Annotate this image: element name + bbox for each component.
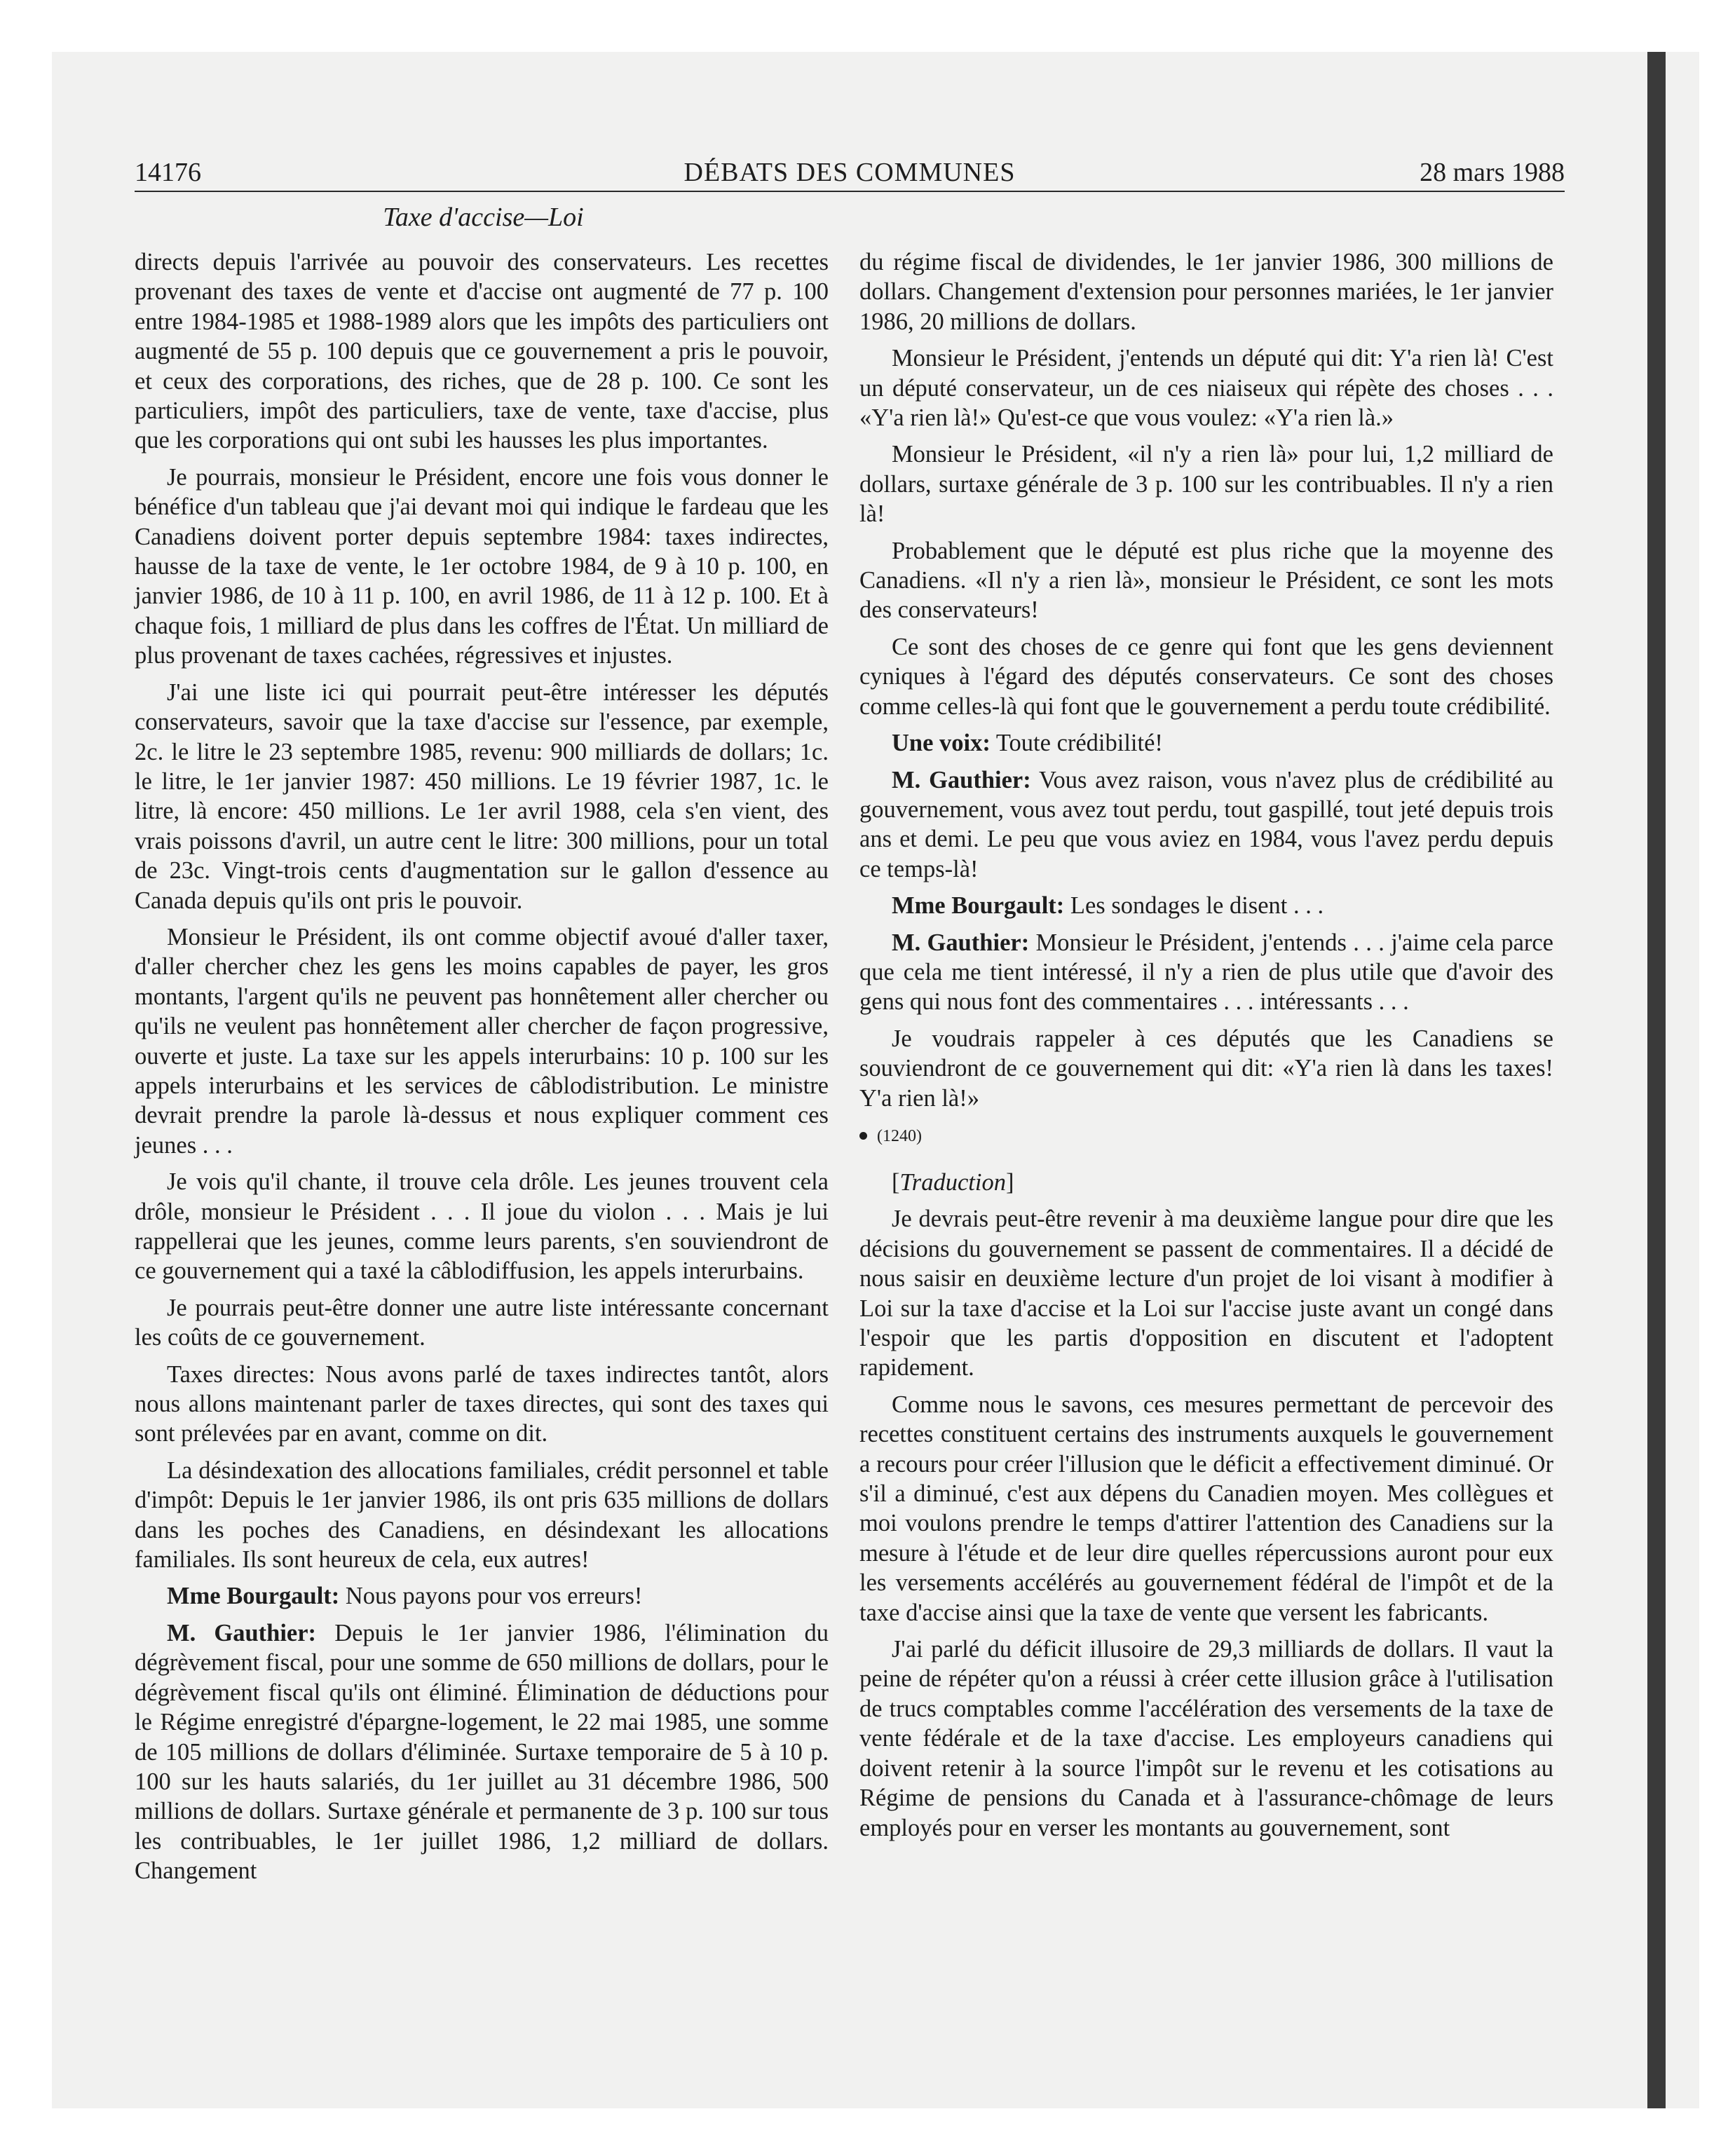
paragraph: Comme nous le savons, ces mesures permettant de percevoir des recettes constituent certains des instruments auxquels le gouvernement a recours pour créer l'illusion que le déficit a effectivement diminué. Or s'il a diminué, c'est aux dépens du Canadien moyen. Mes collègues et moi voulons prendre le temps d'attirer l'attention des Canadiens sur la mesure à l'étude et de leur dire quelles répercussions auront pour eux les versements accélérés au gouvernement fédéral de l'impôt et de la taxe d'accise ainsi que la taxe de vente que versent les fabricants.: [859, 1391, 1553, 1626]
speech-text: Vous avez raison, vous n'avez plus de crédibilité au gouvernement, vous avez tout perdu, tout gaspillé, tout jeté depuis trois ans et demi. Le peu que vous aviez en 1984, vous l'avez perdu depuis ce temps-là!: [859, 766, 1553, 882]
speech-text: Depuis le 1er janvier 1986, l'élimination du dégrèvement fiscal, pour une somme de 650 millions de dollars, pour le dégrèvement fiscal qu'ils ont éliminé. Élimination de déductions pour le Régime enregistré d'épargne-logement, le 22 mai 1985, une somme de 105 millions de dollars d'éliminée. Surtaxe temporaire de 5 à 10 p. 100 sur les hauts salariés, du 1er juillet au 31 décembre 1986, 500 millions de dollars. Surtaxe générale et permanente de 3 p. 100 sur tous les contribuables, le 1er juillet 1986, 1,2 milliard de dollars. Changement: [135, 1619, 829, 1885]
speaker-name: M. Gauthier:: [167, 1619, 317, 1646]
speech: [859, 891, 1553, 920]
translation-note: [Traduction]: [892, 1168, 1014, 1196]
paragraph: Je voudrais rappeler à ces députés que les Canadiens se souviendront de ce gouvernement qui dit: «Y'a rien là dans les taxes! Y'a rien là!»: [859, 1025, 1553, 1112]
speaker-name: Mme Bourgault:: [892, 892, 1065, 920]
speaker-name: Mme Bourgault:: [167, 1583, 340, 1610]
time-marker: [859, 1126, 1553, 1147]
paragraph: Taxes directes: Nous avons parlé de taxes indirectes tantôt, alors nous allons maintenant parler de taxes directes, qui sont des taxes qui sont prélevées par en avant, comme on dit.: [135, 1360, 829, 1447]
speech: [859, 928, 1553, 1017]
left-column: [135, 247, 829, 1893]
translation-label: Traduction: [899, 1168, 1006, 1196]
paragraph: Ce sont des choses de ce genre qui font que les gens deviennent cyniques à l'égard des députés conservateurs. Ce sont des choses comme celles-là qui font que le gouvernement a perdu toute crédibilité.: [859, 633, 1553, 720]
scan-edge-bar: [1647, 52, 1666, 2108]
speech-text: Toute crédibilité!: [990, 730, 1163, 757]
paragraph: Monsieur le Président, «il n'y a rien là» pour lui, 1,2 milliard de dollars, surtaxe générale de 3 p. 100 sur les contribuables. Il n'y a rien là!: [859, 441, 1553, 528]
speaker-name: M. Gauthier:: [892, 766, 1031, 793]
speech: [859, 728, 1553, 758]
speech-text: Monsieur le Président, j'entends . . . j'aime cela parce que cela me tient intéressé, il n'y a rien de plus utile que d'avoir des gens qui nous font des commentaires . . . intéressants . . .: [859, 929, 1553, 1016]
paragraph: Je devrais peut-être revenir à ma deuxième langue pour dire que les décisions du gouvernement se passent de commentaires. Il a décidé de nous saisir en deuxième lecture d'un projet de loi visant à modifier à Loi sur la taxe d'accise et la Loi sur l'accise juste avant un congé dans l'espoir que les partis d'opposition en discutent et l'adoptent rapidement.: [859, 1206, 1553, 1381]
paragraph: J'ai parlé du déficit illusoire de 29,3 milliards de dollars. Il vaut la peine de répéter qu'on a réussi à créer cette illusion grâce à l'utilisation de trucs comptables comme l'accélération des versements de la taxe de vente fédérale et de la taxe d'accise. Les employeurs canadiens qui doivent retenir à la source l'impôt sur le revenu et les cotisations au Régime de pensions du Canada et à l'assurance-chômage de leurs employés pour en verser les montants au gouvernement, sont: [859, 1636, 1553, 1841]
page-number: 14176: [135, 158, 201, 187]
time-marker-text: (1240): [877, 1126, 922, 1145]
speaker-name: M. Gauthier:: [892, 929, 1030, 956]
paragraph: directs depuis l'arrivée au pouvoir des conservateurs. Les recettes provenant des taxes de vente et d'accise ont augmenté de 77 p. 100 entre 1984-1985 et 1988-1989 alors que les impôts des particuliers ont augmenté de 55 p. 100 depuis que ce gouvernement a pris le pouvoir, et ceux des corporations, des riches, que de 28 p. 100. Ce sont les particuliers, impôt des particuliers, taxe de vente, taxe d'accise, plus que les corporations qui ont subi les hausses les plus importantes.: [135, 249, 829, 454]
speech: [859, 765, 1553, 885]
paragraph: Monsieur le Président, ils ont comme objectif avoué d'aller taxer, d'aller chercher chez les gens les moins capables de payer, les gros montants, l'argent qu'ils ne peuvent pas honnêtement aller chercher ou qu'ils ne veulent pas honnêtement aller chercher de façon progressive, ouverte et juste. La taxe sur les appels interurbains: 10 p. 100 sur les appels interurbains et les services de câblodistribution. Le ministre devrait prendre la parole là-dessus et nous expliquer comment ces jeunes . . .: [135, 923, 829, 1159]
speech: [135, 1618, 829, 1886]
paragraph: Je vois qu'il chante, il trouve cela drôle. Les jeunes trouvent cela drôle, monsieur le Président . . . Il joue du violon . . . Mais je lui rappellerai que les jeunes, comme leurs parents, s'en souviendront de ce gouvernement qui a taxé la câblodiffusion, les appels interurbains.: [135, 1168, 829, 1285]
paragraph: Monsieur le Président, j'entends un député qui dit: Y'a rien là! C'est un député conservateur, un de ces niaiseux qui répète des choses . . . «Y'a rien là!» Qu'est-ce que vous voulez: «Y'a rien là.»: [859, 345, 1553, 432]
right-column: [859, 247, 1553, 1850]
paragraph: Probablement que le député est plus riche que la moyenne des Canadiens. «Il n'y a rien là», monsieur le Président, ce sont les mots des conservateurs!: [859, 537, 1553, 624]
section-subheading: Taxe d'accise—Loi: [383, 203, 584, 232]
running-header: [135, 154, 1565, 192]
paragraph: Je pourrais peut-être donner une autre liste intéressante concernant les coûts de ce gouvernement.: [135, 1294, 829, 1351]
paragraph: J'ai une liste ici qui pourrait peut-être intéresser les députés conservateurs, savoir que la taxe d'accise sur l'essence, par exemple, 2c. le litre le 23 septembre 1985, revenu: 900 milliards de dollars; 1c. le litre, le 1er janvier 1987: 450 millions. Le 19 février 1987, 1c. le litre, là encore: 450 millions. Le 1er avril 1988, cela s'en vient, des vrais poissons d'avril, un autre cent le litre: 300 millions, pour un total de 23c. Vingt-trois cents d'augmentation sur le gallon d'essence au Canada depuis qu'ils ont pris le pouvoir.: [135, 678, 829, 914]
bullet-icon: [859, 1132, 867, 1140]
speech-text: Les sondages le disent . . .: [1064, 892, 1324, 920]
speaker-name: Une voix:: [892, 730, 991, 757]
header-date: 28 mars 1988: [1420, 158, 1565, 187]
paragraph: La désindexation des allocations familiales, crédit personnel et table d'impôt: Depuis le 1er janvier 1986, ils ont pris 635 millions de dollars dans les poches des Canadiens, en désindexant les allocations familiales. Ils sont heureux de cela, eux autres!: [135, 1456, 829, 1574]
publication-title: DÉBATS DES COMMUNES: [683, 158, 1016, 187]
speech: [135, 1581, 829, 1611]
paragraph: Je pourrais, monsieur le Président, encore une fois vous donner le bénéfice d'un tableau que j'ai devant moi qui indique le fardeau que les Canadiens doivent porter depuis septembre 1984: taxes indirectes, hausse de la taxe de vente, le 1er octobre 1984, de 9 à 10 p. 100, en janvier 1986, de 10 à 11 p. 100, en avril 1986, de 11 à 12 p. 100. Et à chaque fois, 1 milliard de plus dans les coffres de l'État. Un milliard de plus provenant de taxes cachées, régressives et injustes.: [135, 463, 829, 669]
paragraph: du régime fiscal de dividendes, le 1er janvier 1986, 300 millions de dollars. Changement d'extension pour personnes mariées, le 1er janvier 1986, 20 millions de dollars.: [859, 249, 1553, 335]
speech-text: Nous payons pour vos erreurs!: [339, 1583, 643, 1610]
